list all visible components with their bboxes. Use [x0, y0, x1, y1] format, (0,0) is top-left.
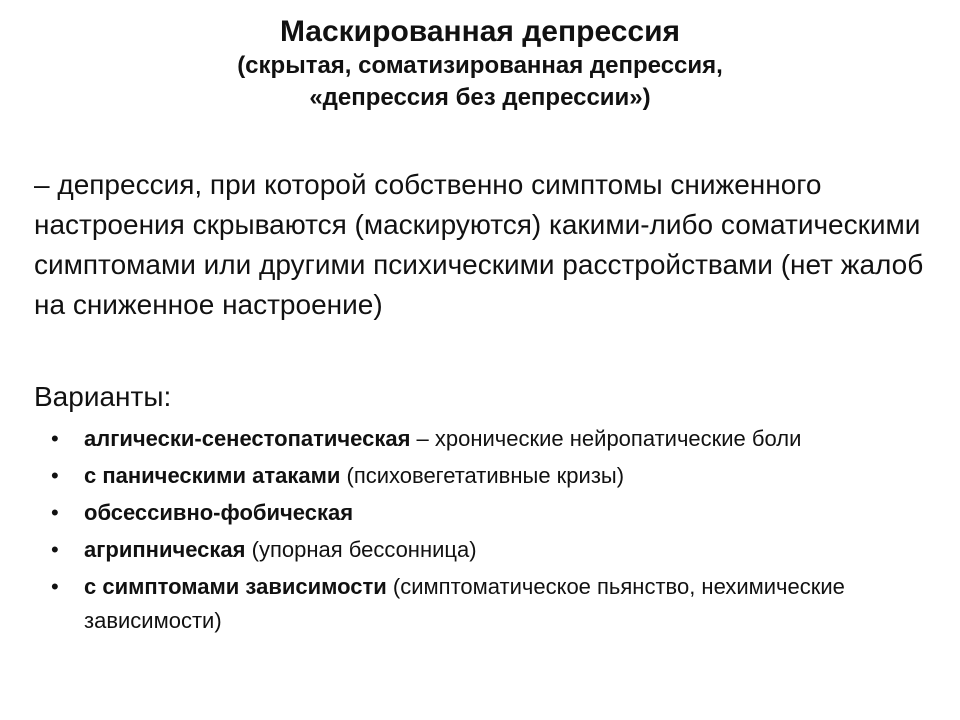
variant-item-obsessive: [0, 496, 904, 530]
definition-text: – депрессия, при которой собственно симптомы сниженного настроения скрываются (маскируются) какими-либо соматическими симптомами или другими психическими расстройствами (нет жалоб на сниженное настроение): [34, 169, 924, 320]
bullet-icon: •: [51, 500, 59, 525]
bullet-icon: •: [51, 574, 59, 599]
slide-title: Маскированная депрессия: [279, 15, 681, 48]
variant-item-panic: [0, 459, 904, 493]
variant-name: обсессивно-фобическая: [84, 500, 354, 525]
bullet-icon: •: [51, 537, 59, 562]
variants-heading: Варианты:: [34, 381, 172, 412]
variant-name: алгически-сенестопатическая: [84, 426, 411, 451]
variant-item-agrypnic: [0, 533, 904, 567]
variant-item-addiction: [0, 570, 904, 638]
variant-item-algic: [0, 422, 904, 456]
variant-detail: (психовегетативные кризы): [340, 463, 625, 488]
variant-name: агрипническая: [84, 537, 246, 562]
variants-list: [0, 422, 960, 641]
bullet-icon: •: [51, 463, 59, 488]
variant-detail: – хронические нейропатические боли: [410, 426, 802, 451]
variant-name: с симптомами зависимости: [84, 574, 387, 599]
variant-detail: (упорная бессонница): [245, 537, 477, 562]
title-block: [0, 14, 960, 114]
variant-detail: (симптоматическое пьянство, нехимические зависимости): [84, 574, 845, 633]
bullet-icon: •: [51, 426, 59, 451]
variant-name: с паническими атаками: [84, 463, 341, 488]
slide-subtitle-line-1: (скрытая, соматизированная депрессия,: [237, 52, 723, 79]
slide-subtitle-line-2: «депрессия без депрессии»): [309, 84, 651, 111]
